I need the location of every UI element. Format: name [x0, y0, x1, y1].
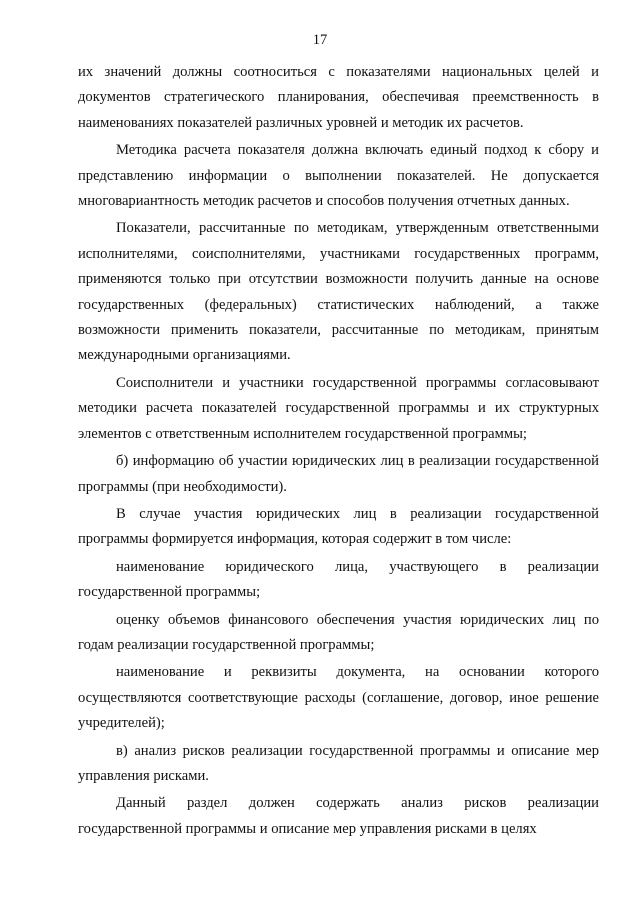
paragraph-item-b: б) информацию об участии юридических лиц в реализации государственной программы (при необходимости). — [78, 453, 599, 495]
paragraph-indicators: Показатели, рассчитанные по методикам, утвержденным ответственными исполнителями, соисполнителями, участниками государственных программ, применяются только при отсутствии возможности получить данные на основе государственных (федеральных) статистических наблюдений, а также возможности применить показатели, рассчитанные по методикам, принятым международными организациями. — [78, 220, 599, 364]
body-text — [78, 60, 599, 842]
paragraph-legal-entities: В случае участия юридических лиц в реализации государственной программы формируется информация, которая содержит в том числе: — [78, 505, 599, 548]
paragraph-methodology: Методика расчета показателя должна включать единый подход к сбору и представлению информации о выполнении показателей. Не допускается многовариантность методик расчетов и способов получения отчетных данных. — [78, 142, 599, 210]
paragraph-financing-estimate: оценку объемов финансового обеспечения участия юридических лиц по годам реализации государственной программы; — [78, 611, 599, 653]
paragraph-coexecutors: Соисполнители и участники государственной программы согласовывают методики расчета показателей государственной программы и их структурных элементов с ответственным исполнителем государственной программы; — [78, 374, 599, 442]
paragraph-entity-name: наименование юридического лица, участвующего в реализации государственной программы; — [78, 558, 599, 601]
page-number: 17 — [312, 32, 328, 48]
paragraph-continuation: их значений должны соотноситься с показателями национальных целей и документов стратегического планирования, обеспечивая преемственность в наименованиях показателей различных уровней и методик их расчетов. — [78, 64, 599, 131]
paragraph-risk-section: Данный раздел должен содержать анализ рисков реализации государственной программы и описание мер управления рисками в целях — [78, 795, 599, 837]
paragraph-document-details: наименование и реквизиты документа, на основании которого осуществляются соответствующие расходы (соглашение, договор, иное решение учредителей); — [78, 664, 599, 732]
paragraph-item-v: в) анализ рисков реализации государственной программы и описание мер управления рисками. — [78, 742, 599, 784]
